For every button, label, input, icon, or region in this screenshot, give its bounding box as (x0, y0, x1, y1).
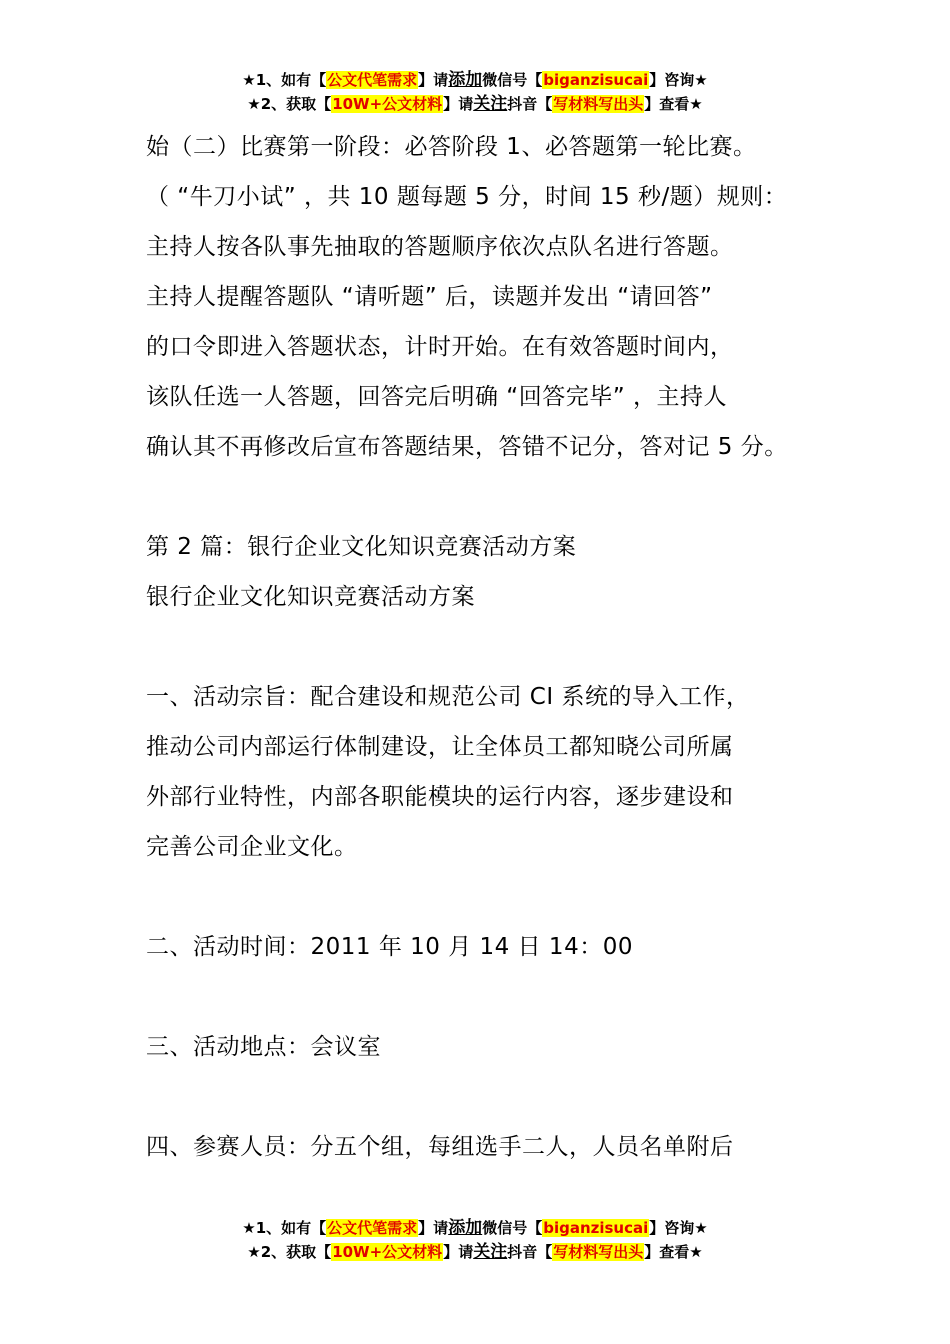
paragraph-line: （ “牛刀小试” ，共 10 题每题 5 分，时间 15 秒/题）规则： (146, 184, 788, 210)
banner-text: 】请 (418, 71, 449, 89)
highlight-service: 公文代笔需求 (327, 71, 418, 89)
banner-text: ★1、如有【 (242, 1219, 327, 1237)
banner-line-1 (0, 70, 950, 94)
highlight-douyin: 写材料写出头 (553, 95, 644, 113)
highlight-service: 公文代笔需求 (327, 1219, 418, 1237)
paragraph-line: 四、参赛人员：分五个组，每组选手二人，人员名单附后 (146, 1134, 734, 1160)
highlight-materials: 10W+公文材料 (332, 1243, 443, 1261)
paragraph-line: 始（二）比赛第一阶段：必答阶段 1、必答题第一轮比赛。 (146, 134, 757, 160)
section-title: 第 2 篇：银行企业文化知识竞赛活动方案 (146, 534, 577, 560)
banner-text: 抖音【 (507, 1243, 553, 1261)
document-title: 银行企业文化知识竞赛活动方案 (146, 584, 475, 610)
banner-underline-add: 添加 (448, 70, 483, 90)
paragraph-line: 一、活动宗旨：配合建设和规范公司 CI 系统的导入工作， (146, 684, 750, 710)
paragraph-line: 主持人按各队事先抽取的答题顺序依次点队名进行答题。 (146, 234, 734, 260)
paragraph-line: 推动公司内部运行体制建设，让全体员工都知晓公司所属 (146, 734, 734, 760)
banner-text: 】请 (443, 95, 474, 113)
banner-underline-add: 添加 (448, 1218, 483, 1238)
banner-text: 】请 (443, 1243, 474, 1261)
paragraph-line: 外部行业特性，内部各职能模块的运行内容，逐步建设和 (146, 784, 734, 810)
paragraph-line: 该队任选一人答题，回答完后明确 “回答完毕” ，主持人 (146, 384, 727, 410)
banner-text: ★1、如有【 (242, 71, 327, 89)
banner-line-2 (0, 1242, 950, 1266)
banner-text: ★2、获取【 (247, 95, 332, 113)
banner-line-2 (0, 94, 950, 118)
paragraph-line: 主持人提醒答题队 “请听题” 后，读题并发出 “请回答” (146, 284, 713, 310)
banner-underline-follow: 关注 (473, 1242, 508, 1262)
banner-text: 微信号【 (482, 71, 543, 89)
banner-text: 】咨询★ (649, 71, 708, 89)
banner-underline-follow: 关注 (473, 94, 508, 114)
banner-text: ★2、获取【 (247, 1243, 332, 1261)
highlight-wechat-id: biganzisucai (543, 1219, 649, 1237)
paragraph-line: 三、活动地点：会议室 (146, 1034, 381, 1060)
banner-text: 】查看★ (644, 1243, 703, 1261)
footer-banner (0, 1218, 950, 1266)
banner-line-1 (0, 1218, 950, 1242)
banner-text: 】咨询★ (649, 1219, 708, 1237)
header-banner (0, 70, 950, 118)
paragraph-line: 的口令即进入答题状态，计时开始。在有效答题时间内， (146, 334, 734, 360)
paragraph-line: 确认其不再修改后宣布答题结果，答错不记分，答对记 5 分。 (146, 434, 788, 460)
banner-text: 微信号【 (482, 1219, 543, 1237)
paragraph-line: 完善公司企业文化。 (146, 834, 358, 860)
highlight-douyin: 写材料写出头 (553, 1243, 644, 1261)
highlight-materials: 10W+公文材料 (332, 95, 443, 113)
paragraph-line: 二、活动时间：2011 年 10 月 14 日 14：00 (146, 934, 633, 960)
banner-text: 】请 (418, 1219, 449, 1237)
banner-text: 】查看★ (644, 95, 703, 113)
highlight-wechat-id: biganzisucai (543, 71, 649, 89)
banner-text: 抖音【 (507, 95, 553, 113)
